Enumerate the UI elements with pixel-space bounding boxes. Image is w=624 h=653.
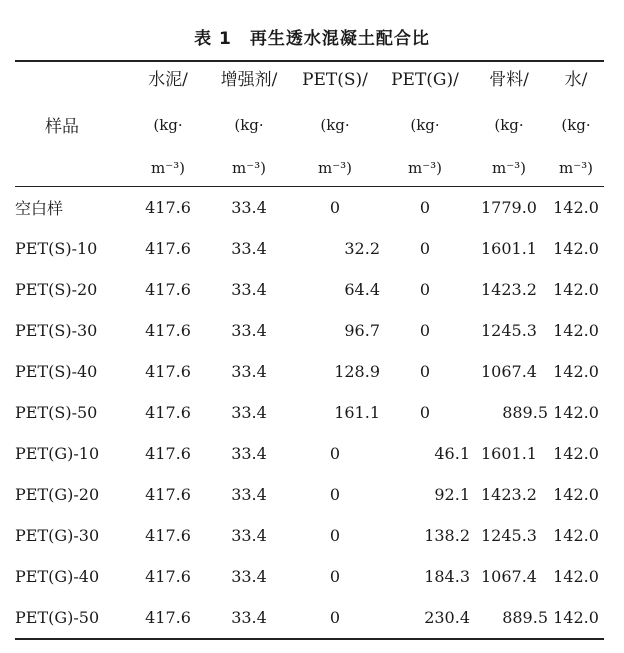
header-unit: m⁻³) [558, 159, 593, 177]
table-row [15, 474, 604, 515]
cell-cement: 417.6 [145, 444, 191, 463]
cell-pet-g: 0 [419, 321, 431, 340]
table-row [15, 556, 604, 597]
cell-sample: PET(G)-50 [15, 597, 128, 639]
header-name: PET(S)/ [302, 70, 368, 90]
table-row [15, 515, 604, 556]
header-name: PET(G)/ [391, 70, 459, 90]
header-name: 水泥/ [148, 70, 188, 90]
cell-water: 142.0 [553, 198, 599, 217]
header-unit: (kg· [153, 115, 183, 134]
table-row [15, 351, 604, 392]
cell-aggregate: 889.5 [470, 597, 548, 639]
cell-water: 142.0 [553, 567, 599, 586]
cell-enhancer: 33.4 [231, 280, 267, 299]
cell-cement: 417.6 [145, 239, 191, 258]
cell-enhancer: 33.4 [231, 321, 267, 340]
cell-aggregate: 1067.4 [481, 567, 537, 586]
cell-pet-s: 32.2 [344, 239, 380, 258]
header-name: 增强剂/ [220, 70, 278, 90]
table-row [15, 269, 604, 310]
cell-enhancer: 33.4 [231, 485, 267, 504]
header-cement [128, 61, 208, 187]
header-unit: (kg· [494, 115, 524, 134]
cell-enhancer: 33.4 [231, 403, 267, 422]
cell-cement: 417.6 [145, 567, 191, 586]
cell-aggregate: 889.5 [502, 403, 548, 422]
cell-sample: PET(S)-30 [15, 321, 98, 340]
cell-pet-g: 0 [419, 280, 431, 299]
cell-enhancer: 33.4 [231, 239, 267, 258]
header-water [548, 61, 604, 187]
cell-water: 142.0 [553, 280, 599, 299]
cell-pet-g: 0 [419, 403, 431, 422]
cell-sample: PET(G)-40 [15, 567, 100, 586]
header-unit: (kg· [234, 115, 264, 134]
cell-pet-s: 0 [329, 567, 341, 586]
header-unit: m⁻³) [150, 159, 185, 177]
cell-pet-s: 128.9 [334, 362, 380, 381]
table-row [15, 597, 604, 639]
cell-sample: PET(S)-50 [15, 403, 98, 422]
cell-pet-g: 0 [419, 362, 431, 381]
cell-water: 142.0 [553, 362, 599, 381]
header-aggregate [470, 61, 548, 187]
cell-aggregate: 1601.1 [481, 444, 537, 463]
cell-water: 142.0 [553, 403, 599, 422]
header-unit: m⁻³) [491, 159, 526, 177]
cell-pet-g: 184.3 [424, 567, 470, 586]
cell-aggregate: 1245.3 [481, 526, 537, 545]
cell-enhancer: 33.4 [231, 198, 267, 217]
cell-enhancer: 33.4 [231, 526, 267, 545]
cell-pet-g: 0 [419, 239, 431, 258]
cell-cement: 417.6 [145, 485, 191, 504]
table-row [15, 187, 604, 229]
header-pet-g [380, 61, 470, 187]
cell-pet-s: 0 [329, 198, 341, 217]
cell-pet-s: 0 [290, 597, 380, 639]
table-caption [0, 24, 624, 49]
cell-pet-s: 0 [329, 485, 341, 504]
cell-cement: 417.6 [145, 526, 191, 545]
cell-water: 142.0 [553, 239, 599, 258]
cell-pet-g: 92.1 [434, 485, 470, 504]
table-row [15, 228, 604, 269]
cell-cement: 417.6 [145, 321, 191, 340]
header-unit: (kg· [320, 115, 350, 134]
header-row [15, 61, 604, 187]
cell-aggregate: 1067.4 [481, 362, 537, 381]
cell-enhancer: 33.4 [231, 362, 267, 381]
header-pet-s [290, 61, 380, 187]
header-unit: (kg· [410, 115, 440, 134]
cell-aggregate: 1779.0 [481, 198, 537, 217]
cell-pet-g: 138.2 [424, 526, 470, 545]
cell-enhancer: 33.4 [208, 597, 290, 639]
cell-water: 142.0 [553, 526, 599, 545]
cell-sample: PET(G)-30 [15, 526, 100, 545]
cell-sample: PET(S)-40 [15, 362, 98, 381]
cell-aggregate: 1601.1 [481, 239, 537, 258]
header-unit: (kg· [561, 115, 591, 134]
cell-pet-g: 46.1 [434, 444, 470, 463]
header-name: 骨料/ [489, 70, 529, 90]
cell-pet-s: 161.1 [334, 403, 380, 422]
cell-aggregate: 1423.2 [481, 485, 537, 504]
table-title: 再生透水混凝土配合比 [249, 29, 430, 49]
cell-cement: 417.6 [145, 198, 191, 217]
cell-sample: 空白样 [15, 199, 64, 218]
cell-pet-g: 230.4 [380, 597, 470, 639]
cell-aggregate: 1423.2 [481, 280, 537, 299]
cell-pet-s: 0 [329, 526, 341, 545]
cell-sample: PET(G)-20 [15, 485, 100, 504]
cell-enhancer: 33.4 [231, 567, 267, 586]
cell-pet-g: 0 [419, 198, 431, 217]
cell-pet-s: 0 [329, 444, 341, 463]
mix-proportion-table [15, 60, 604, 640]
cell-pet-s: 64.4 [344, 280, 380, 299]
cell-cement: 417.6 [145, 280, 191, 299]
header-unit: m⁻³) [231, 159, 266, 177]
cell-cement: 417.6 [145, 362, 191, 381]
cell-enhancer: 33.4 [231, 444, 267, 463]
cell-sample: PET(S)-10 [15, 239, 98, 258]
cell-water: 142.0 [548, 597, 604, 639]
table-row [15, 392, 604, 433]
cell-water: 142.0 [553, 321, 599, 340]
table-row [15, 433, 604, 474]
cell-sample: PET(G)-10 [15, 444, 100, 463]
header-enhancer [208, 61, 290, 187]
cell-pet-s: 96.7 [344, 321, 380, 340]
cell-aggregate: 1245.3 [481, 321, 537, 340]
cell-cement: 417.6 [145, 403, 191, 422]
table-row [15, 310, 604, 351]
header-unit: m⁻³) [317, 159, 352, 177]
cell-water: 142.0 [553, 485, 599, 504]
cell-sample: PET(S)-20 [15, 280, 98, 299]
cell-water: 142.0 [553, 444, 599, 463]
header-unit: m⁻³) [407, 159, 442, 177]
header-sample: 样品 [15, 61, 128, 187]
cell-cement: 417.6 [128, 597, 208, 639]
header-name: 水/ [564, 70, 588, 90]
table-number: 表 1 [194, 29, 232, 49]
